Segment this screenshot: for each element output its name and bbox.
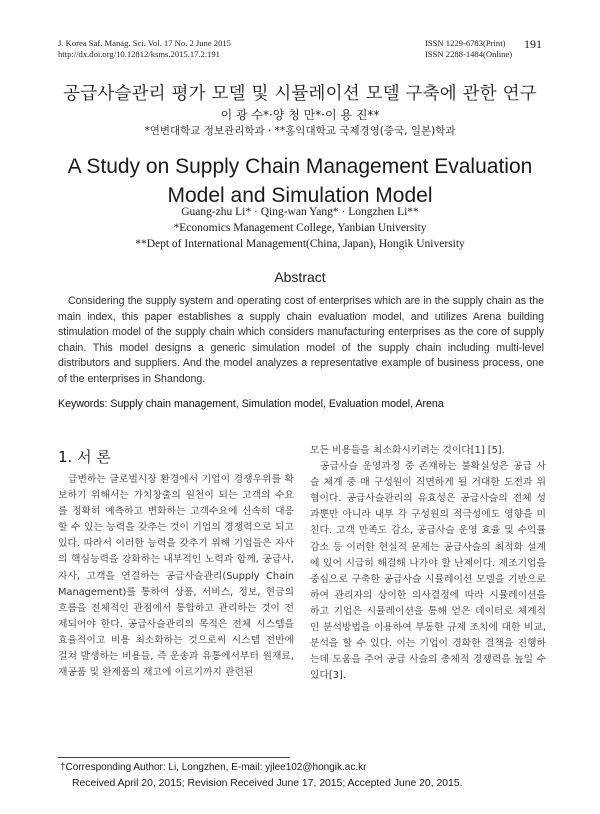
corresponding-author-footnote: †Corresponding Author: Li, Longzhen, E-mail: yjlee102@hongik.ac.kr	[60, 762, 367, 773]
footnote-divider	[58, 757, 290, 758]
issn-block	[425, 38, 512, 60]
korean-title: 공급사슬관리 평가 모델 및 시뮬레이션 모델 구축에 관한 연구	[63, 84, 537, 104]
abstract-body	[58, 294, 544, 388]
section-title: 1. 서 론	[58, 448, 111, 466]
english-authors: Guang-zhu Li* · Qing-wan Yang* · Longzhen Li**	[181, 206, 419, 218]
english-affiliation-2: **Dept of International Management(China, Japan), Hongik University	[135, 238, 465, 250]
paragraph: 급변하는 글로벌시장 환경에서 기업이 경쟁우위를 확보하기 위해서는 가치창출의 원천이 되는 고객의 수요를 정확히 예측하고 변화하는 고객수요에 신속히 대응할 수 있는 능력을 갖추는 것이 기업의 경쟁력으로 되고 있다. 따라서 이러한 능력을 갖추기 위해 기업들은 자사의 핵심능력을 강화하는 내부적인 노력과 함께, 공급사, 자사, 고객을 연결하는 공급사슬관리(Supply Chain Management)를 통하여 상품, 서비스, 정보, 현금의 흐름을 전체적인 관점에서 통합하고 관리하는 것이 전제되어야 한다. 공급사슬관리의 목적은 전체 시스템을 효율적이고 비용 최소화하는 것으로써 시스템 전반에 걸쳐 발생하는 비용들, 즉 운송과 유통에서부터 원재료, 재공품 및 완제품의 재고에 이르기까지 관련된	[58, 474, 294, 679]
issn-print: ISSN 1229-6783(Print)	[425, 38, 506, 48]
paragraph: 모든 비용들을 최소화시키려는 것이다[1] [5].	[310, 445, 505, 456]
journal-header	[58, 38, 231, 60]
right-column	[310, 443, 546, 684]
english-title: A Study on Supply Chain Management Evaluation Model and Simulation Model	[67, 155, 533, 207]
received-dates-footnote: Received April 20, 2015; Revision Received June 17, 2015; Accepted June 20, 2015.	[72, 778, 463, 789]
left-column	[58, 472, 294, 681]
abstract-text: Considering the supply system and operating cost of enterprises which are in the supply chain as the main index, this paper establishes a supply chain evaluation model, and utilizes Arena building stimulation model of the supply chain which considers manufacturing enterprises as the core of supply chain. This model designs a generic simulation model of the supply chain including multi-level distributors and suppliers. And the model analyzes a representative example of business process, one of the enterprises in Shandong.	[58, 295, 544, 385]
journal-citation: J. Korea Saf. Manag. Sci. Vol. 17 No. 2 June 2015	[58, 38, 231, 48]
issn-online: ISSN 2288-1484(Online)	[425, 49, 513, 59]
korean-affiliation: *연변대학교 정보관리학과 · **홍익대학교 국제경영(중국, 일본)학과	[144, 125, 456, 137]
paragraph: 공급사슬 운영과정 중 존재하는 불확실성은 공급 사슬 체계 중 매 구성원이 직면하게 될 거대한 도전과 위협이다. 공급사슬관리의 유효성은 공급사슬의 전체 성과뿐만 아니라 내부 각 구성원의 적극성에도 영향을 미친다. 고객 만족도 감소, 공급사슬 운영 효율 및 수익률 감소 등 이러한 현실적 문제는 공급사슬의 최적화 설계에 있어 시급히 해결해 나가야 할 난제이다. 제조기업을 중심으로 구축한 공급사슬 시뮬레이션 모델을 기반으로 하여 관리자의 상이한 의사결정에 따라 시뮬레이션을 하고 기업은 시뮬레이션을 통해 얻은 데이터로 체계적인 분석방법을 이용하여 부동한 규제 조치에 대한 비교, 분석을 할 수 있다. 이는 기업이 경화한 결책을 진행하는데 도움을 주어 공급 사슬의 총체적 경쟁력을 높일 수 있다[3].	[310, 461, 546, 682]
keywords: Keywords: Supply chain management, Simulation model, Evaluation model, Arena	[58, 398, 444, 410]
doi-link[interactable]: http://dx.doi.org/10.12812/ksms.2015.17.2.191	[58, 49, 220, 59]
korean-authors: 이 광 수*·양 청 만*·이 용 진**	[220, 108, 380, 122]
abstract-heading: Abstract	[274, 269, 326, 285]
english-affiliation-1: *Economics Management College, Yanbian University	[173, 222, 427, 234]
page-number: 191	[524, 37, 542, 51]
